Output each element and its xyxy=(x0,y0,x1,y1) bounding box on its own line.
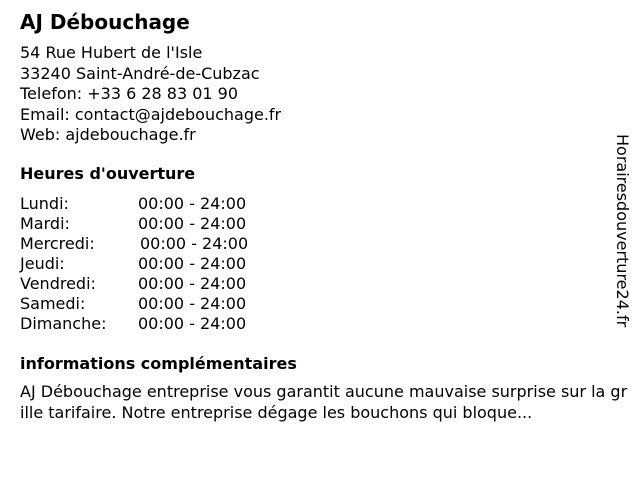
hours-day: Dimanche: xyxy=(20,314,107,333)
hours-time: 00:00 - 24:00 xyxy=(138,254,247,273)
hours-time: 00:00 - 24:00 xyxy=(138,194,247,213)
hours-day: Mardi: xyxy=(20,214,70,233)
additional-info-heading: informations complémentaires xyxy=(20,354,297,373)
hours-row-vendredi xyxy=(20,274,280,294)
contact-block xyxy=(20,43,281,146)
hours-time: 00:00 - 24:00 xyxy=(138,314,247,333)
hours-time: 00:00 - 24:00 xyxy=(140,234,249,253)
opening-hours-heading: Heures d'ouverture xyxy=(20,164,196,183)
hours-row-mardi xyxy=(20,214,280,234)
hours-day: Samedi: xyxy=(20,294,86,313)
hours-time: 00:00 - 24:00 xyxy=(138,294,247,313)
opening-hours-table xyxy=(20,194,280,334)
website: Web: ajdebouchage.fr xyxy=(20,125,196,144)
site-watermark: Horairesdouverture24.fr xyxy=(613,134,632,328)
hours-row-jeudi xyxy=(20,254,280,274)
hours-row-lundi xyxy=(20,194,280,214)
hours-day: Lundi: xyxy=(20,194,69,213)
email-address: Email: contact@ajdebouchage.fr xyxy=(20,104,282,124)
hours-day: Jeudi: xyxy=(20,254,65,273)
phone-number: Telefon: +33 6 28 83 01 90 xyxy=(20,84,239,103)
hours-day: Vendredi: xyxy=(20,274,96,293)
hours-row-dimanche xyxy=(20,314,280,334)
city-address: 33240 Saint-André-de-Cubzac xyxy=(20,63,260,83)
business-name: AJ Débouchage xyxy=(20,10,190,34)
additional-info-text: AJ Débouchage entreprise vous garantit aucune mauvaise surprise sur la grille tarifaire. Notre entreprise dégage les bouchons qui bloque... xyxy=(20,382,628,422)
hours-row-samedi xyxy=(20,294,280,314)
hours-time: 00:00 - 24:00 xyxy=(138,274,247,293)
street-address: 54 Rue Hubert de l'Isle xyxy=(20,43,203,62)
hours-row-mercredi xyxy=(20,234,280,254)
hours-time: 00:00 - 24:00 xyxy=(138,214,247,233)
hours-day: Mercredi: xyxy=(20,234,95,253)
